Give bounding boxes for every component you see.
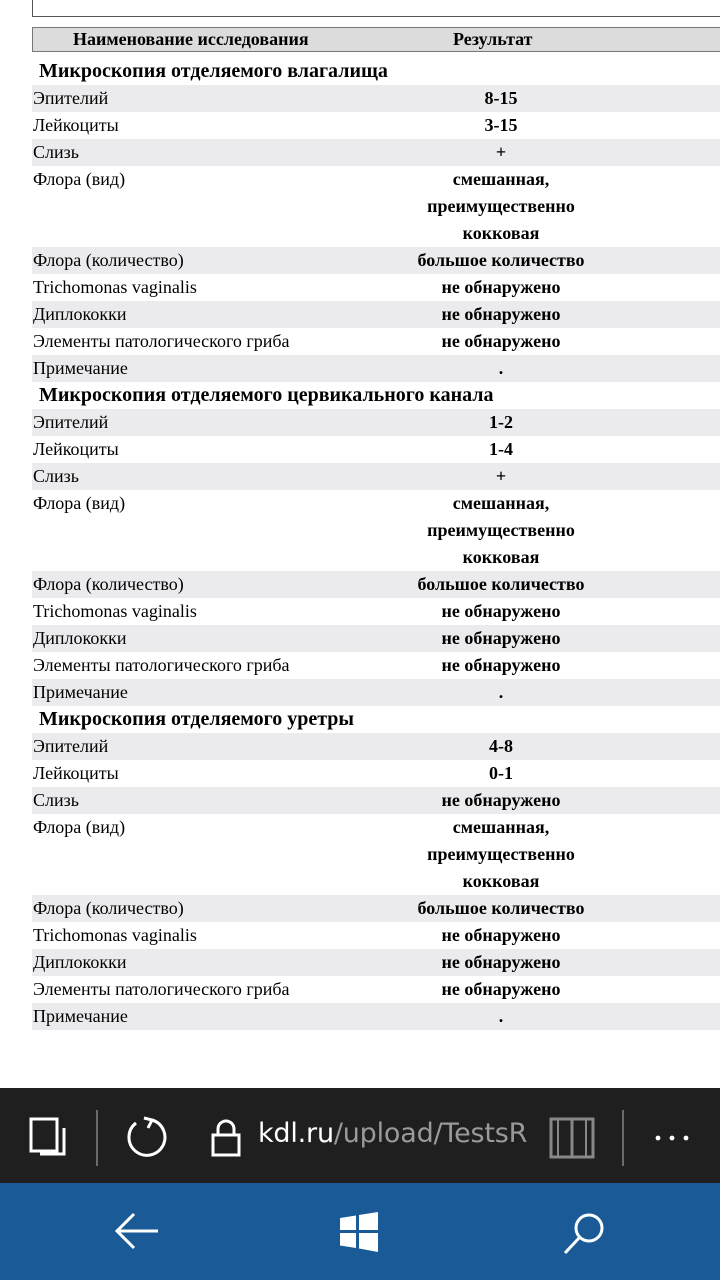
test-name: Лейкоциты xyxy=(33,115,119,135)
test-result xyxy=(373,490,629,571)
test-result: не обнаружено xyxy=(441,979,561,999)
test-result-line: преимущественно xyxy=(427,844,575,864)
table-row xyxy=(32,409,720,436)
test-name: Эпителий xyxy=(33,88,109,108)
more-icon[interactable] xyxy=(652,1130,692,1146)
toolbar-divider xyxy=(96,1110,98,1166)
lock-icon xyxy=(210,1118,242,1158)
table-row xyxy=(32,328,720,355)
url-host: kdl.ru xyxy=(258,1118,334,1149)
table-row xyxy=(32,85,720,112)
test-result: не обнаружено xyxy=(441,925,561,945)
test-result-line: смешанная, xyxy=(452,169,550,189)
test-name: Trichomonas vaginalis xyxy=(33,277,197,297)
test-result: не обнаружено xyxy=(441,277,561,297)
top-info-box xyxy=(32,0,720,17)
section-title: Микроскопия отделяемого уретры xyxy=(39,708,355,730)
test-name: Флора (количество) xyxy=(33,898,184,918)
test-name: Элементы патологического гриба xyxy=(33,655,290,675)
table-row xyxy=(32,274,720,301)
test-name: Элементы патологического гриба xyxy=(33,979,290,999)
test-name: Примечание xyxy=(33,358,128,378)
test-result-line: кокковая xyxy=(462,223,540,243)
test-name: Эпителий xyxy=(33,736,109,756)
table-row xyxy=(32,922,720,949)
reading-view-icon[interactable] xyxy=(548,1116,596,1160)
table-row xyxy=(32,166,720,247)
test-name: Диплококки xyxy=(33,304,127,324)
table-row xyxy=(32,112,720,139)
test-result: не обнаружено xyxy=(441,952,561,972)
test-name: Флора (вид) xyxy=(33,817,126,837)
table-row xyxy=(32,733,720,760)
search-icon[interactable] xyxy=(560,1210,608,1258)
test-name: Эпителий xyxy=(33,412,109,432)
test-name: Trichomonas vaginalis xyxy=(33,925,197,945)
table-row xyxy=(32,652,720,679)
table-row xyxy=(32,139,720,166)
test-name: Лейкоциты xyxy=(33,439,119,459)
test-name: Флора (количество) xyxy=(33,250,184,270)
table-row xyxy=(32,976,720,1003)
test-result: не обнаружено xyxy=(441,304,561,324)
column-header-result: Результат xyxy=(453,29,533,49)
test-name: Слизь xyxy=(33,466,79,486)
test-result: . xyxy=(498,1006,504,1026)
test-result: 3-15 xyxy=(484,115,518,135)
test-name: Слизь xyxy=(33,790,79,810)
test-result xyxy=(373,166,629,247)
test-result-line: преимущественно xyxy=(427,520,575,540)
test-result: большое количество xyxy=(417,898,585,918)
test-result-line: преимущественно xyxy=(427,196,575,216)
test-name: Примечание xyxy=(33,1006,128,1026)
windows-start-icon[interactable] xyxy=(338,1212,380,1252)
test-result: не обнаружено xyxy=(441,790,561,810)
url-path: /upload/TestsR xyxy=(333,1118,528,1149)
test-result: 1-4 xyxy=(489,439,513,459)
test-result-line: смешанная, xyxy=(452,493,550,513)
table-row xyxy=(32,949,720,976)
section-title: Микроскопия отделяемого цервикального канала xyxy=(39,384,494,406)
test-result: 4-8 xyxy=(489,736,513,756)
test-result: + xyxy=(495,466,507,486)
table-row xyxy=(32,463,720,490)
table-row xyxy=(32,1003,720,1030)
test-name: Лейкоциты xyxy=(33,763,119,783)
test-name: Слизь xyxy=(33,142,79,162)
column-header-name: Наименование исследования xyxy=(73,29,309,49)
test-result-line: кокковая xyxy=(462,871,540,891)
test-name: Флора (количество) xyxy=(33,574,184,594)
test-result: не обнаружено xyxy=(441,601,561,621)
test-result: 1-2 xyxy=(489,412,513,432)
test-name: Примечание xyxy=(33,682,128,702)
table-header xyxy=(32,27,720,52)
table-row xyxy=(32,787,720,814)
table-row xyxy=(32,436,720,463)
test-result-line: смешанная, xyxy=(452,817,550,837)
test-name: Диплококки xyxy=(33,628,127,648)
table-row xyxy=(32,760,720,787)
test-result: 8-15 xyxy=(484,88,518,108)
test-name: Элементы патологического гриба xyxy=(33,331,290,351)
refresh-icon[interactable] xyxy=(122,1114,170,1162)
test-name: Флора (вид) xyxy=(33,169,126,189)
back-icon[interactable] xyxy=(112,1210,162,1252)
table-row xyxy=(32,625,720,652)
table-row xyxy=(32,679,720,706)
table-row xyxy=(32,247,720,274)
test-result: не обнаружено xyxy=(441,628,561,648)
table-row xyxy=(32,301,720,328)
test-result-line: кокковая xyxy=(462,547,540,567)
test-name: Флора (вид) xyxy=(33,493,126,513)
address-bar[interactable] xyxy=(258,1118,527,1149)
toolbar-divider-2 xyxy=(622,1110,624,1166)
test-result xyxy=(373,814,629,895)
test-result: не обнаружено xyxy=(441,331,561,351)
table-row xyxy=(32,571,720,598)
section-title: Микроскопия отделяемого влагалища xyxy=(39,60,388,82)
test-result: . xyxy=(498,682,504,702)
test-result: большое количество xyxy=(417,574,585,594)
test-result: . xyxy=(498,358,504,378)
test-result: + xyxy=(495,142,507,162)
table-row xyxy=(32,355,720,382)
test-name: Trichomonas vaginalis xyxy=(33,601,197,621)
test-result: не обнаружено xyxy=(441,655,561,675)
table-row xyxy=(32,598,720,625)
results-table xyxy=(32,58,720,1030)
test-name: Диплококки xyxy=(33,952,127,972)
table-row xyxy=(32,490,720,571)
test-result: большое количество xyxy=(417,250,585,270)
tabs-icon[interactable] xyxy=(28,1116,68,1160)
test-result: 0-1 xyxy=(489,763,513,783)
table-row xyxy=(32,895,720,922)
table-row xyxy=(32,814,720,895)
